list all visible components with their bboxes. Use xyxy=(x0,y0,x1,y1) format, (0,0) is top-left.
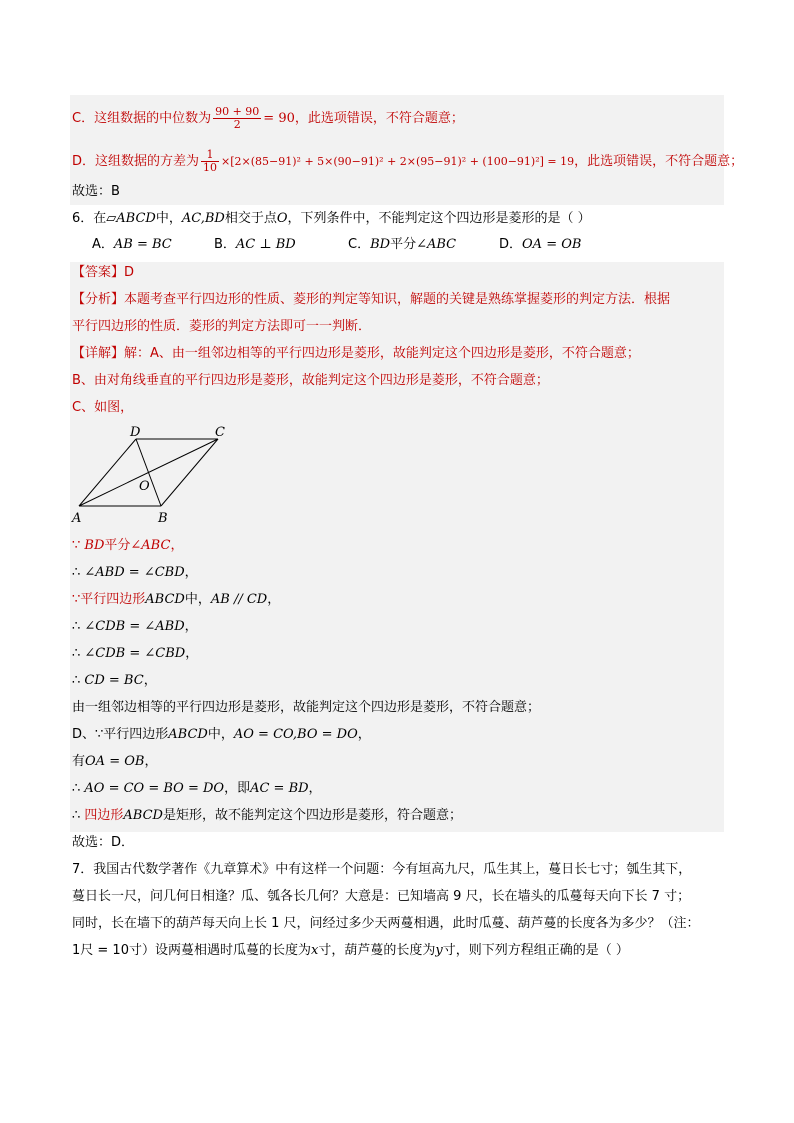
solution-line-d xyxy=(72,149,743,174)
vertex-label-a: A xyxy=(72,511,82,526)
line-d-suffix: ，此选项错误，不符合题意； xyxy=(574,154,744,169)
line-c-equals: = 90 xyxy=(263,111,295,126)
line-c-prefix: C．这组数据的中位数为 xyxy=(72,111,212,126)
analysis-line-1: 【分析】本题考查平行四边形的性质、菱形的判定等知识，解题的关键是熟练掌握菱形的判定方法．根据 xyxy=(72,292,671,307)
proof-c-line-4: ∴ ∠CDB = ∠ABD， xyxy=(72,619,198,634)
vertex-label-c: C xyxy=(215,425,225,440)
detail-line-3: C、如图， xyxy=(72,400,134,415)
question-7-line-3: 同时，长在墙下的葫芦每天向上长 1 尺，问经过多少天两蔓相遇，此时瓜蔓、葫芦蔓的长度各为多少？（注： xyxy=(72,916,700,931)
previous-answer-choice: 故选：B xyxy=(72,184,120,199)
vertex-label-d: D xyxy=(130,425,141,440)
q6-option-b: B．AC ⊥ BD xyxy=(214,237,296,252)
diagonal-bd xyxy=(136,439,161,506)
proof-d-line-1: D、∵平行四边形ABCD中，AO = CO,BO = DO， xyxy=(72,727,371,742)
question-7-line-1: 7．我国古代数学著作《九章算术》中有这样一个问题：今有垣高九尺，瓜生其上，蔓日长七寸；瓠生其下， xyxy=(72,862,692,877)
q6-option-a: A．AB = BC xyxy=(92,237,172,252)
proof-c-line-6: ∴ CD = BC， xyxy=(72,673,157,688)
final-choice: 故选：D． xyxy=(72,835,135,850)
q6-option-c: C．BD平分∠ABC xyxy=(348,237,457,252)
point-label-o: O xyxy=(139,479,150,494)
variance-fraction: $\frac{1}{10}$ xyxy=(203,148,218,174)
solution-line-c xyxy=(72,106,464,131)
q6-option-d: D．OA = OB xyxy=(499,237,582,252)
question-7-line-2: 蔓日长一尺，问几何日相逢？瓜、瓠各长几何？大意是：已知墙高 9 尺，长在墙头的瓜蔓每天向下长 7 寸； xyxy=(72,889,691,904)
vertex-label-b: B xyxy=(158,511,168,526)
detail-line-2: B、由对角线垂直的平行四边形是菱形，故能判定这个四边形是菱形，不符合题意； xyxy=(72,373,549,388)
line-c-suffix: ，此选项错误，不符合题意； xyxy=(294,111,464,126)
parallelogram-figure xyxy=(70,424,240,526)
proof-d-line-4: ∴ 四边形ABCD是矩形，故不能判定这个四边形是菱形，符合题意； xyxy=(72,808,462,823)
variance-expression: ×[2×(85−91)² + 5×(90−91)² + 2×(95−91)² + (100−91)²] = 19 xyxy=(221,155,575,168)
answer-line: 【答案】D xyxy=(72,265,135,280)
proof-c-conclusion: 由一组邻边相等的平行四边形是菱形，故能判定这个四边形是菱形，不符合题意； xyxy=(72,700,541,715)
proof-c-line-1: ∵ BD平分∠ABC， xyxy=(72,538,184,553)
side-da xyxy=(79,439,136,506)
proof-d-line-3: ∴ AO = CO = BO = DO，即AC = BD， xyxy=(72,781,322,796)
question-7-line-4: 1尺 = 10寸）设两蔓相遇时瓜蔓的长度为x寸，葫芦蔓的长度为y寸，则下列方程组正确的是（ ） xyxy=(72,943,629,958)
line-d-prefix: D．这组数据的方差为 xyxy=(72,154,200,169)
proof-d-line-2: 有OA = OB， xyxy=(72,754,158,769)
side-bc xyxy=(161,439,218,506)
proof-c-line-2: ∴ ∠ABD = ∠CBD， xyxy=(72,565,198,580)
proof-c-line-3: ∵平行四边形ABCD中，AB // CD， xyxy=(72,592,281,607)
median-fraction: $\frac{90 + 90}{2}$ xyxy=(215,105,260,131)
detail-line-1: 【详解】解：A、由一组邻边相等的平行四边形是菱形，故能判定这个四边形是菱形，不符合题意； xyxy=(72,346,640,361)
question-6-stem: 6．在▱ABCD中，AC,BD相交于点O，下列条件中，不能判定这个四边形是菱形的是（ ） xyxy=(72,211,591,226)
analysis-line-2: 平行四边形的性质．菱形的判定方法即可一一判断． xyxy=(72,319,372,334)
proof-c-line-5: ∴ ∠CDB = ∠CBD， xyxy=(72,646,199,661)
